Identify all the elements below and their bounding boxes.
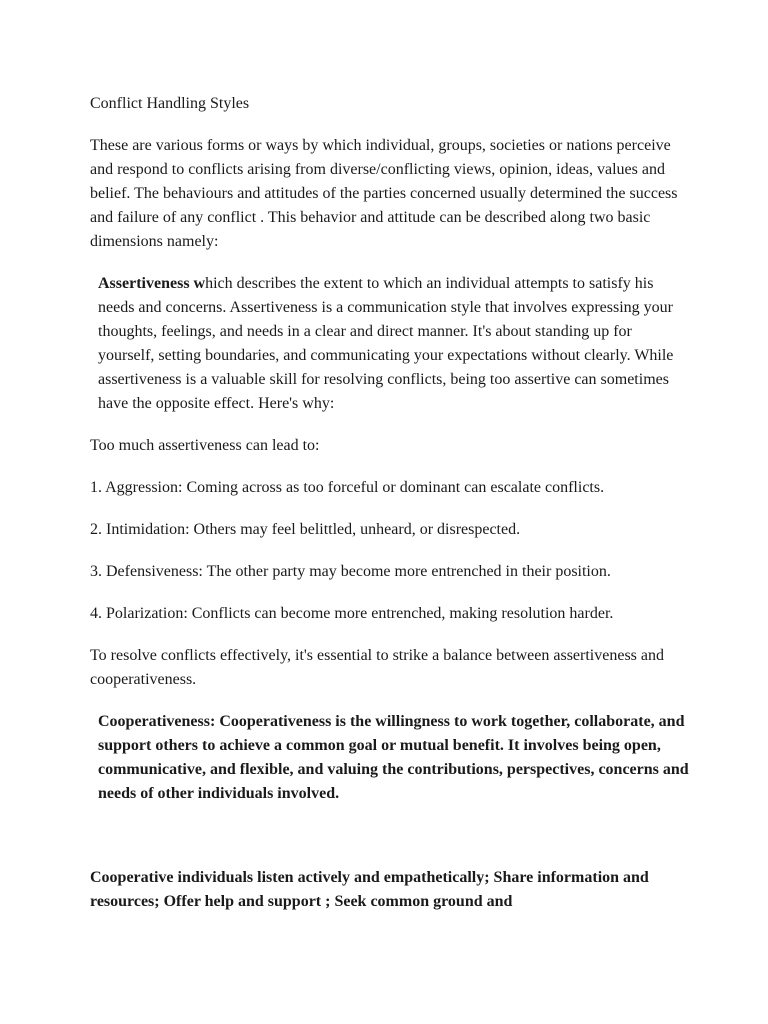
assertiveness-term: Assertiveness w [98, 275, 206, 292]
list-item-defensiveness: 3. Defensiveness: The other party may become more entrenched in their position. [90, 563, 611, 580]
cooperative-individuals-paragraph: Cooperative individuals listen actively and empathetically; Share information and resources; Offer help and support ; Seek common ground and [90, 869, 649, 910]
assertiveness-body: hich describes the extent to which an individual attempts to satisfy his needs and concerns. Assertiveness is a communication style that involves expressing your thoughts, feelings, and needs in a clear and direct manner. It's about standing up for yourself, setting boundaries, and communicating your expectations without clearly. While assertiveness is a valuable skill for resolving conflicts, being too assertive can sometimes have the opposite effect. Here's why: [98, 275, 674, 412]
list-item-aggression: 1. Aggression: Coming across as too forceful or dominant can escalate conflicts. [90, 479, 605, 496]
lead-paragraph: Too much assertiveness can lead to: [90, 437, 320, 454]
list-item-intimidation: 2. Intimidation: Others may feel belittled, unheard, or disrespected. [90, 521, 521, 538]
list-item-polarization: 4. Polarization: Conflicts can become more entrenched, making resolution harder. [90, 605, 614, 622]
assertiveness-paragraph [90, 272, 690, 416]
document-body [90, 92, 690, 914]
resolve-paragraph: To resolve conflicts effectively, it's essential to strike a balance between assertiveness and cooperativeness. [90, 647, 664, 688]
document-title: Conflict Handling Styles [90, 95, 250, 112]
cooperativeness-paragraph: Cooperativeness: Cooperativeness is the willingness to work together, collaborate, and support others to achieve a common goal or mutual benefit. It involves being open, communicative, and flexible, and valuing the contributions, perspectives, concerns and needs of other individuals involved. [98, 713, 689, 802]
intro-paragraph: These are various forms or ways by which individual, groups, societies or nations perceive and respond to conflicts arising from diverse/conflicting views, opinion, ideas, values and belief. The behaviours and attitudes of the parties concerned usually determined the success and failure of any conflict . This behavior and attitude can be described along two basic dimensions namely: [90, 137, 678, 250]
